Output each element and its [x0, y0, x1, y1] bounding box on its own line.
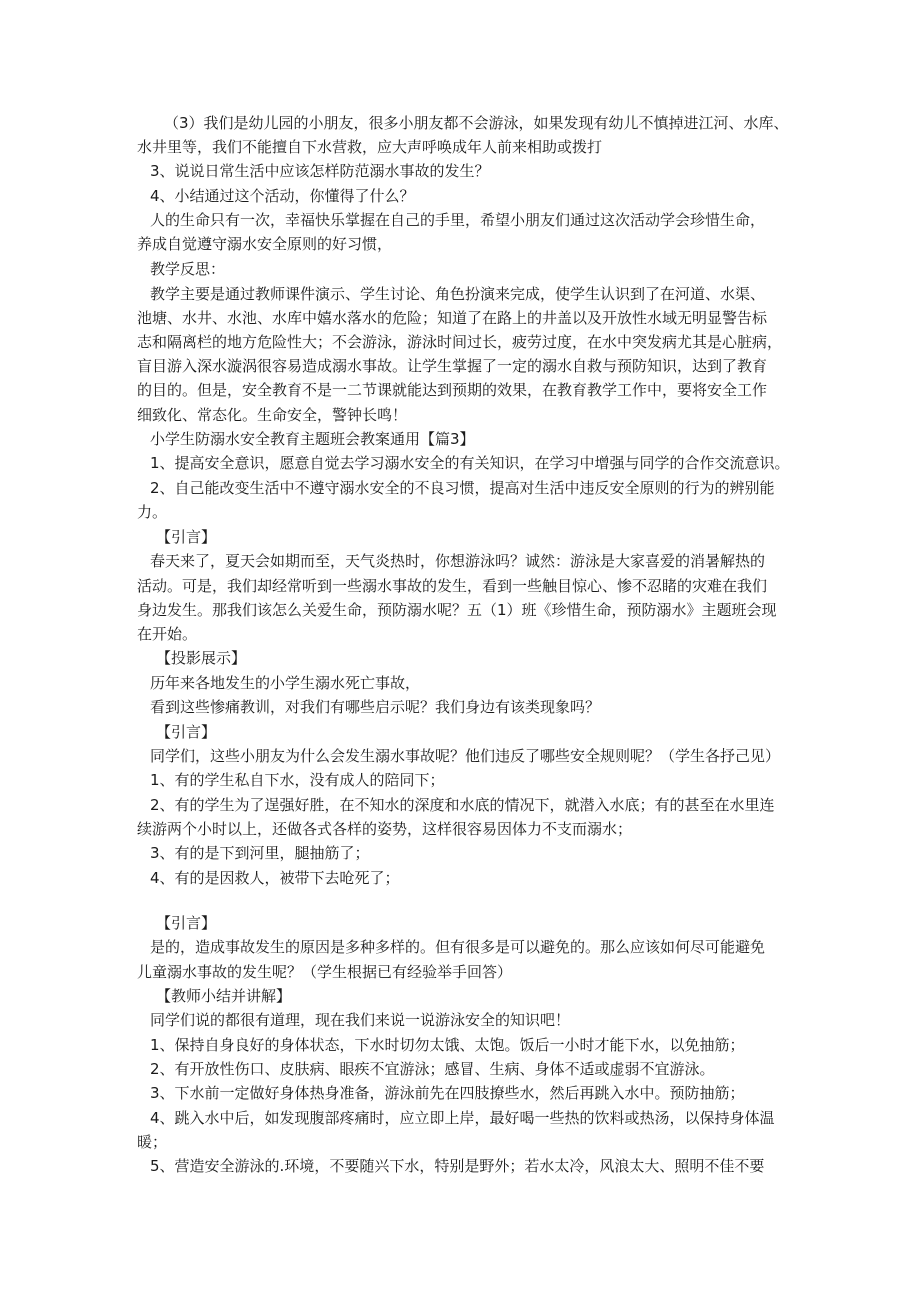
text-line: 水井里等，我们不能擅自下水营救，应大声呼唤成年人前来相助或拨打 [137, 138, 603, 156]
text-line: 盲目游入深水漩涡很容易造成溺水事故。让学生掌握了一定的溺水自救与预防知识，达到了教育 [137, 357, 768, 375]
text-line: 养成自觉遵守溺水安全原则的好习惯， [137, 235, 393, 253]
bracket-heading: 【引言】 [156, 528, 217, 546]
text-line: 5、营造安全游泳的.环境，不要随兴下水，特别是野外；若水太冷，风浪太大、照明不佳不要 [150, 1157, 765, 1175]
bracket-heading: 【教师小结并讲解】 [156, 987, 292, 1005]
text-line: （3）我们是幼儿园的小朋友，很多小朋友都不会游泳，如果发现有幼儿不慎掉进江河、水库、 [164, 114, 789, 132]
text-line: 教学反思： [150, 260, 226, 278]
text-line: 力。 [137, 503, 168, 521]
text-line: 4、跳入水中后，如发现腹部疼痛时，应立即上岸，最好喝一些热的饮料或热汤，以保持身体温 [150, 1109, 775, 1127]
text-line: 春天来了，夏天会如期而至，天气炎热时，你想游泳吗？诚然：游泳是大家喜爱的消暑解热的 [150, 552, 766, 570]
text-line: 池塘、水井、水池、水库中嬉水落水的危险；知道了在路上的井盖以及开放性水域无明显警告标 [137, 309, 768, 327]
text-line: 儿童溺水事故的发生呢？（学生根据已有经验举手回答） [137, 963, 513, 981]
text-line: 志和隔离栏的地方危险性大；不会游泳，游泳时间过长，疲劳过度，在水中突发病尤其是心脏病， [137, 333, 783, 351]
bracket-heading: 【投影展示】 [156, 649, 247, 667]
text-line: 教学主要是通过教师课件演示、学生讨论、角色扮演来完成，使学生认识到了在河道、水渠、 [150, 285, 766, 303]
section-heading: 小学生防溺水安全教育主题班会教案通用【篇3】 [150, 430, 475, 448]
bracket-heading: 【引言】 [156, 723, 217, 741]
text-line: 细致化、常态化。生命安全，警钟长鸣！ [137, 406, 408, 424]
text-line: 2、有开放性伤口、皮肤病、眼疾不宜游泳；感冒、生病、身体不适或虚弱不宜游泳。 [150, 1060, 715, 1078]
text-line: 2、有的学生为了逞强好胜，在不知水的深度和水底的情况下，就潜入水底；有的甚至在水里连 [150, 796, 775, 814]
text-line: 身边发生。那我们该怎么关爱生命，预防溺水呢？五（1）班《珍惜生命，预防溺水》主题班会现 [137, 601, 777, 619]
text-line: 1、提高安全意识，愿意自觉去学习溺水安全的有关知识，在学习中增强与同学的合作交流意识。 [150, 454, 790, 472]
text-line: 3、下水前一定做好身体热身准备，游泳前先在四肢撩些水，然后再跳入水中。预防抽筋； [150, 1084, 745, 1102]
text-line: 3、有的是下到河里，腿抽筋了； [150, 844, 370, 862]
text-line: 3、说说日常生活中应该怎样防范溺水事故的发生？ [150, 162, 490, 180]
text-line: 4、小结通过这个活动，你懂得了什么？ [150, 187, 415, 205]
text-line: 人的生命只有一次，幸福快乐掌握在自己的手里，希望小朋友们通过这次活动学会珍惜生命， [150, 211, 766, 229]
text-line: 同学们说的都很有道理，现在我们来说一说游泳安全的知识吧！ [150, 1011, 571, 1029]
text-line: 同学们，这些小朋友为什么会发生溺水事故呢？他们违反了哪些安全规则呢？（学生各抒己见） [150, 747, 781, 765]
text-line: 看到这些惨痛教训，对我们有哪些启示呢？我们身边有该类现象吗？ [150, 698, 601, 716]
text-line: 1、保持自身良好的身体状态，下水时切勿太饿、太饱。饭后一小时才能下水，以免抽筋； [150, 1036, 745, 1054]
text-line: 2、自己能改变生活中不遵守溺水安全的不良习惯，提高对生活中违反安全原则的行为的辨别能 [150, 479, 775, 497]
text-line: 1、有的学生私自下水，没有成人的陪同下； [150, 771, 445, 789]
text-line: 活动。可是，我们却经常听到一些溺水事故的发生，看到一些触目惊心、惨不忍睹的灾难在我们 [137, 577, 768, 595]
text-line: 4、有的是因救人，被带下去呛死了； [150, 869, 400, 887]
text-line: 在开始。 [137, 625, 198, 643]
text-line: 的目的。但是，安全教育不是一二节课就能达到预期的效果，在教育教学工作中，要将安全工作 [137, 381, 768, 399]
bracket-heading: 【引言】 [156, 914, 217, 932]
text-line: 暖； [137, 1133, 168, 1151]
text-line: 续游两个小时以上，还做各式各样的姿势，这样很容易因体力不支而溺水； [137, 820, 633, 838]
text-line: 是的，造成事故发生的原因是多种多样的。但有很多是可以避免的。那么应该如何尽可能避免 [150, 938, 766, 956]
text-line: 历年来各地发生的小学生溺水死亡事故， [150, 674, 421, 692]
